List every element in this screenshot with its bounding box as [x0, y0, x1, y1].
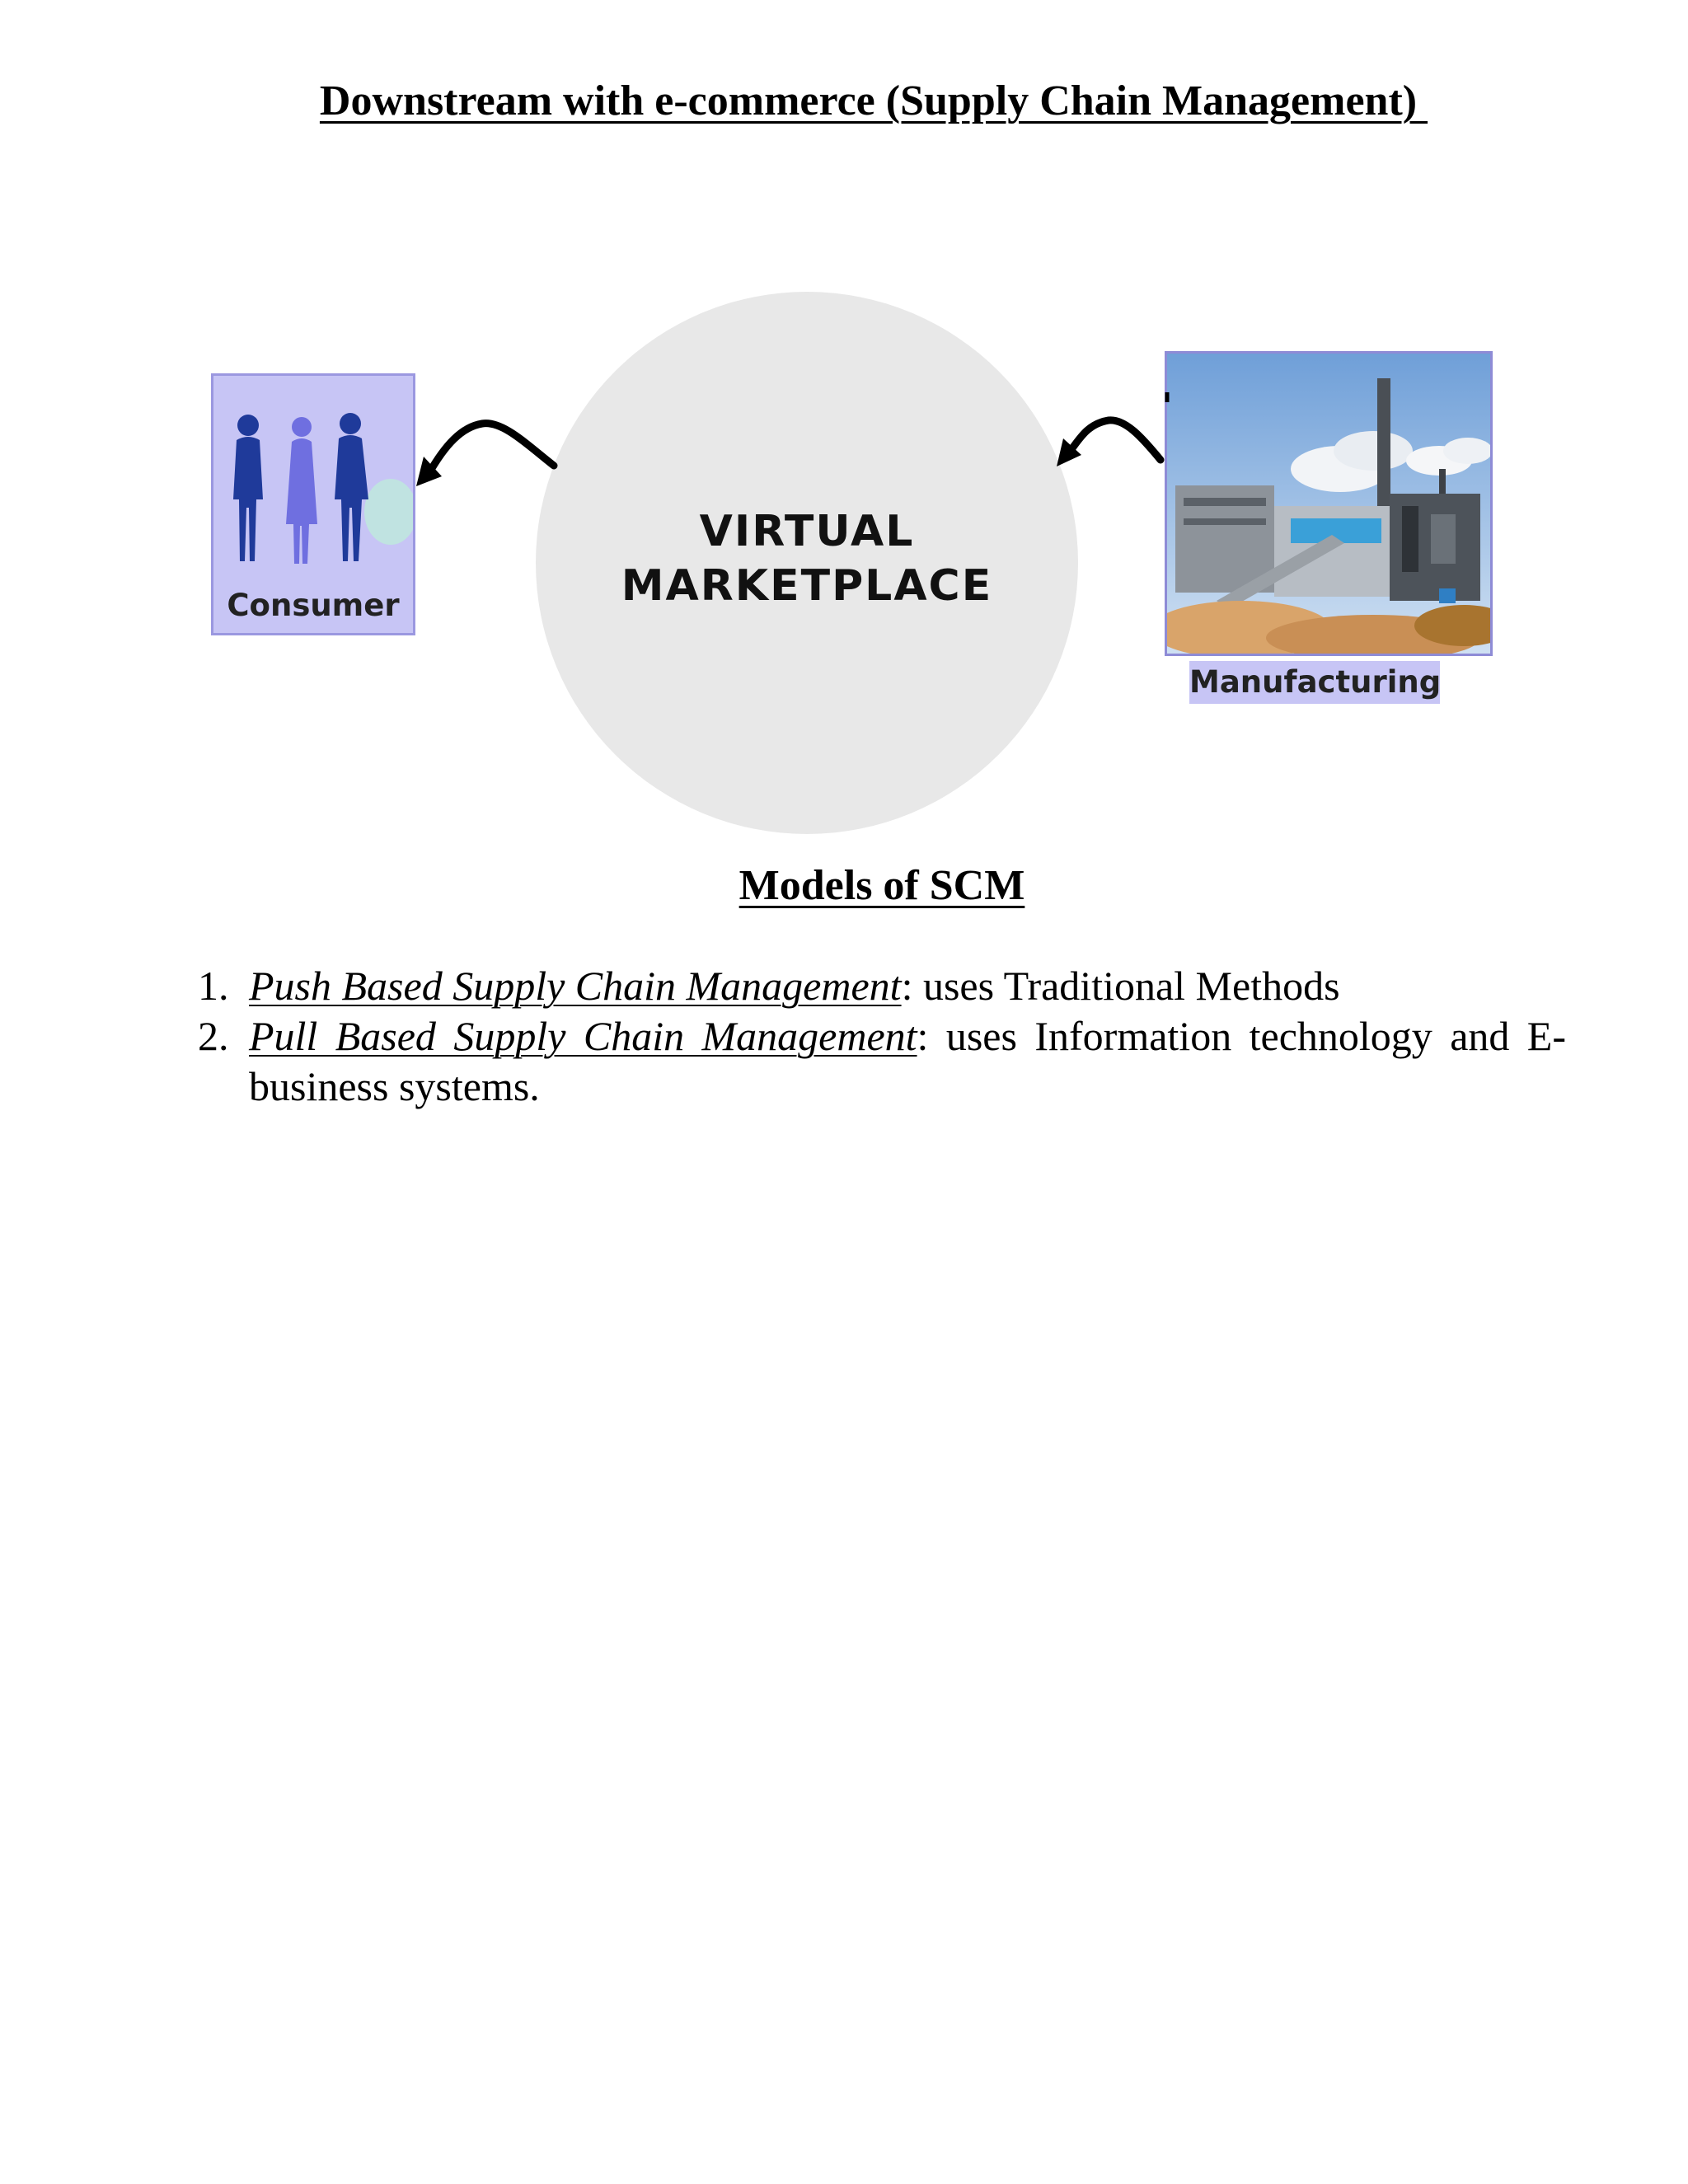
- virtual-marketplace-line-2: MARKETPLACE: [621, 561, 993, 611]
- supply-chain-diagram: [0, 0, 1688, 841]
- models-section-title: Models of SCM: [738, 862, 1025, 909]
- model-description: : uses Traditional Methods: [901, 963, 1340, 1009]
- manufacturing-label: Manufacturing: [1189, 661, 1440, 704]
- virtual-marketplace-line-1: VIRTUAL: [699, 507, 915, 556]
- list-item-number: 1.: [198, 963, 229, 1009]
- list-item: [198, 1011, 1566, 1112]
- arrow-marketplace-to-consumer: [416, 424, 554, 486]
- models-list: [198, 961, 1566, 1112]
- list-item: [198, 961, 1566, 1011]
- arrow-manufacturing-to-marketplace: [1057, 392, 1167, 466]
- consumer-label: Consumer: [227, 588, 400, 623]
- model-name: Pull Based Supply Chain Management: [249, 1013, 917, 1059]
- page-title: Downstream with e-commerce (Supply Chain Management): [319, 77, 1428, 124]
- model-name: Push Based Supply Chain Management: [249, 963, 902, 1009]
- model-description: : uses Information technology and E-business systems.: [249, 1013, 1566, 1109]
- flow-arrows: [0, 0, 1688, 841]
- list-item-number: 2.: [198, 1013, 229, 1059]
